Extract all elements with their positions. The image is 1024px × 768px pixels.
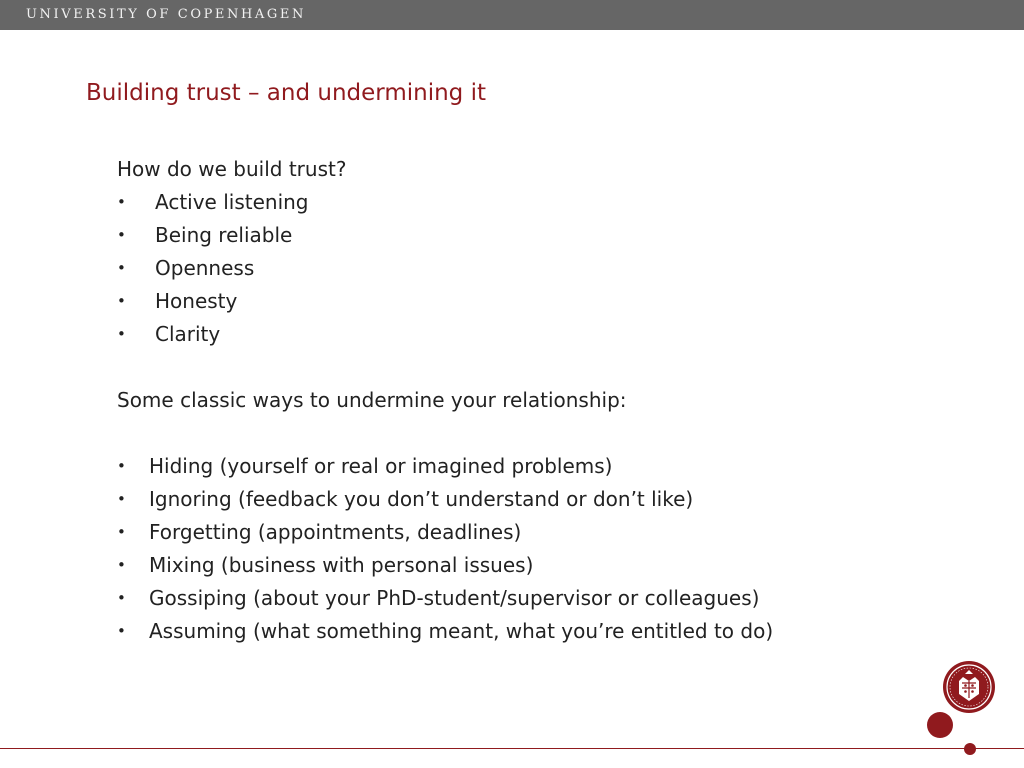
list-item-label: Openness [155, 256, 255, 280]
list-item-label: Mixing (business with personal issues) [149, 553, 534, 577]
list-item-label: Ignoring (feedback you don’t understand or don’t like) [149, 487, 694, 511]
slide-title: Building trust – and undermining it [86, 80, 486, 106]
list-item [117, 450, 977, 483]
header-bar [0, 0, 1024, 30]
bullet: • [117, 589, 126, 607]
list-item [117, 516, 977, 549]
spacer [117, 417, 977, 450]
bullet: • [117, 193, 126, 211]
decorative-dot-small [964, 743, 976, 755]
slide-content [117, 153, 977, 648]
list-item [117, 318, 977, 351]
list-item-label: Active listening [155, 190, 309, 214]
list-item [117, 582, 977, 615]
bullet: • [117, 226, 126, 244]
bullet: • [117, 292, 126, 310]
list-item [117, 549, 977, 582]
bullet: • [117, 457, 126, 475]
list-item-label: Clarity [155, 322, 221, 346]
list-item-label: Gossiping (about your PhD-student/supervisor or colleagues) [149, 586, 760, 610]
decorative-dot-large [927, 712, 953, 738]
list-item [117, 615, 977, 648]
list-item-label: Being reliable [155, 223, 293, 247]
undermine-heading: Some classic ways to undermine your relationship: [117, 388, 627, 412]
intro-question: How do we build trust? [117, 157, 347, 181]
list-item-label: Honesty [155, 289, 238, 313]
bullet: • [117, 622, 126, 640]
list-item [117, 219, 977, 252]
list-item-label: Hiding (yourself or real or imagined problems) [149, 454, 613, 478]
footer-divider [0, 748, 1024, 749]
list-item-label: Forgetting (appointments, deadlines) [149, 520, 522, 544]
university-seal-icon [940, 660, 998, 714]
bullet: • [117, 490, 126, 508]
list-item [117, 252, 977, 285]
spacer [117, 351, 977, 384]
list-item-label: Assuming (what something meant, what you’re entitled to do) [149, 619, 774, 643]
bullet: • [117, 259, 126, 277]
bullet: • [117, 325, 126, 343]
bullet: • [117, 556, 126, 574]
list-item [117, 285, 977, 318]
university-name: UNIVERSITY OF COPENHAGEN [26, 7, 306, 22]
list-item [117, 483, 977, 516]
bullet: • [117, 523, 126, 541]
list-item [117, 186, 977, 219]
